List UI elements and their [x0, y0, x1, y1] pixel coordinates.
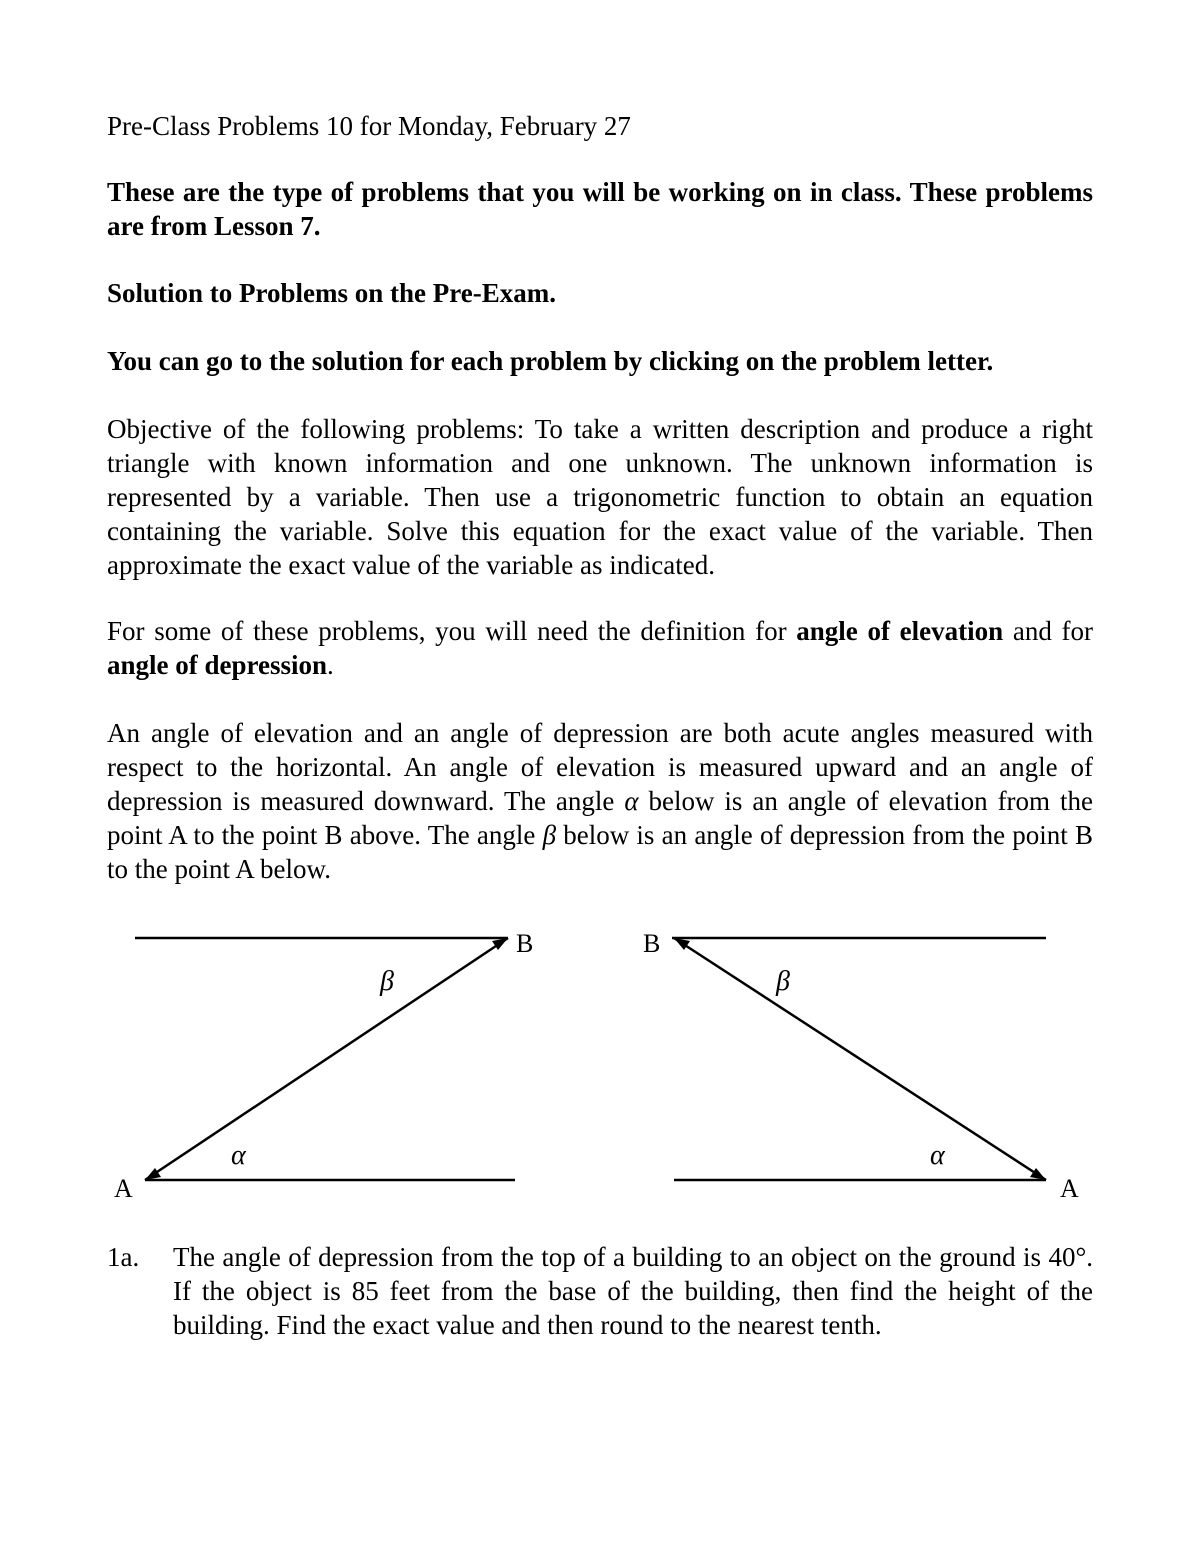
definition-text-3: below is an angle of depression from the point B to the point A below. [107, 820, 1093, 884]
solution-period: . [549, 278, 556, 308]
term-angle-of-elevation: angle of elevation [796, 616, 1004, 646]
problem-1a-text: The angle of depression from the top of a building to an object on the ground is 40°. If the object is 85 feet from the base of the building, then find the height of the building. Find the exact value and then round to the nearest tenth. [173, 1242, 1093, 1340]
intro-period: . [313, 211, 321, 241]
intro-text: These are the type of problems that you will be working on in class. These problems are from [107, 177, 1093, 241]
objective-paragraph: Objective of the following problems: To take a written description and produce a right triangle with known information and one unknown. The unknown information is represented by a variable. Then use a trigonometric function to obtain an equation containing the variable. Solve this equation for the exact value of the variable. Then approximate the exact value of the variable as indicated. [107, 414, 1093, 580]
right-point-b-label: B [643, 929, 661, 958]
definition-intro-text-1: For some of these problems, you will need the definition for [107, 616, 797, 646]
lesson-7-link[interactable]: Lesson 7 [213, 211, 314, 241]
left-alpha-label: α [231, 1140, 246, 1171]
problem-1a-label-link[interactable]: 1a. [107, 1242, 140, 1272]
definition-intro-text-2: and for [1003, 616, 1093, 646]
depression-diagram-right [643, 929, 1079, 1203]
definition-text-1: An angle of elevation and an angle of depression are both acute angles measured with respect to the horizontal. An angle of elevation is measured upward and an angle of depression is measured downward. The angle [107, 718, 1093, 816]
right-beta-label: β [776, 966, 790, 997]
definition-intro-text-3: . [327, 650, 334, 680]
navigation-note: You can go to the solution for each problem by clicking on the problem letter. [107, 346, 994, 376]
beta-symbol: β [542, 820, 557, 850]
left-beta-label: β [380, 966, 394, 997]
term-angle-of-depression: angle of depression [107, 650, 328, 680]
left-point-b-label: B [516, 929, 534, 958]
page-title: Pre-Class Problems 10 for Monday, February 27 [107, 111, 631, 141]
pre-exam-link[interactable]: Pre-Exam [432, 278, 550, 308]
left-line-of-sight [145, 938, 508, 1180]
alpha-symbol: α [624, 786, 639, 816]
right-point-a-label: A [1060, 1174, 1079, 1203]
right-alpha-label: α [930, 1140, 945, 1171]
definition-text-2: below is an angle of elevation from the point A to the point B above. The angle [107, 786, 1093, 850]
elevation-diagram-left [114, 929, 533, 1203]
right-line-of-sight [674, 938, 1046, 1180]
solution-text: Solution to Problems on the [107, 278, 433, 308]
left-point-a-label: A [114, 1174, 133, 1203]
